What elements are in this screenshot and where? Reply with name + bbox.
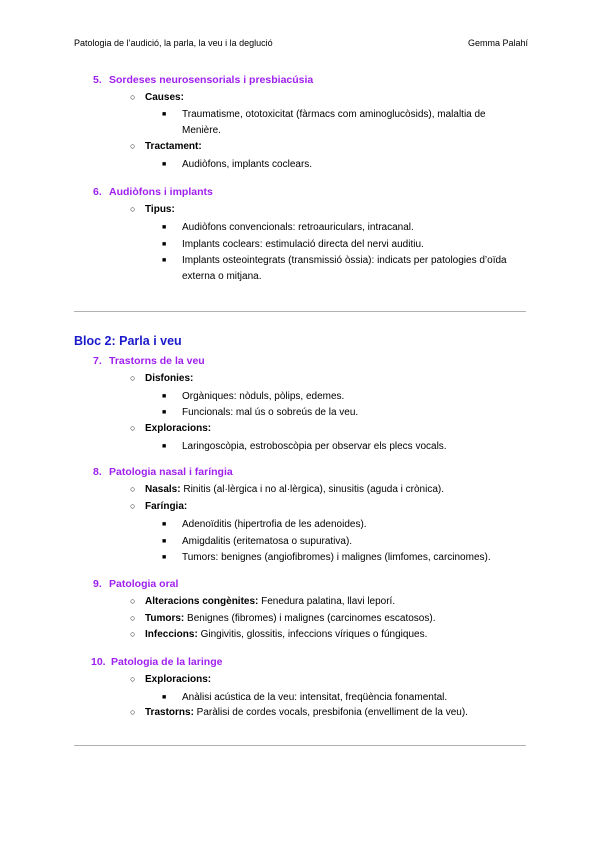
s8-nasals	[130, 484, 444, 495]
s7-disf-item-2	[162, 405, 526, 421]
s9-alteracions	[130, 596, 395, 607]
s6-item-1	[162, 220, 526, 236]
item-text: Adenoïditis (hipertrofia de les adenoides).	[182, 519, 367, 530]
square-bullet-icon: ■	[162, 521, 167, 528]
section-6-heading	[93, 186, 213, 198]
item-text: Laringoscòpia, estroboscòpia per observar els plecs vocals.	[182, 441, 447, 452]
square-bullet-icon: ■	[162, 393, 167, 400]
circle-bullet-icon: ○	[130, 501, 136, 511]
section-title: Audiòfons i implants	[109, 186, 213, 198]
section-number: 8.	[93, 466, 102, 478]
divider	[74, 745, 526, 746]
circle-bullet-icon: ○	[130, 373, 136, 383]
label: Nasals:	[145, 484, 181, 495]
s9-infeccions	[130, 629, 427, 640]
circle-bullet-icon: ○	[130, 423, 136, 433]
s5-tractament	[130, 141, 202, 152]
square-bullet-icon: ■	[162, 224, 167, 231]
s5-causes	[130, 92, 184, 103]
circle-bullet-icon: ○	[130, 204, 136, 214]
label: Tipus:	[145, 204, 175, 215]
s8-item-3	[162, 550, 526, 566]
label: Faríngia:	[145, 501, 188, 512]
square-bullet-icon: ■	[162, 111, 167, 118]
circle-bullet-icon: ○	[130, 674, 136, 684]
s7-exploracions	[130, 423, 211, 434]
text: Gingivitis, glossitis, infeccions víriques o fúngiques.	[197, 629, 428, 640]
label: Exploracions:	[145, 423, 212, 434]
item-text: Funcionals: mal ús o sobreús de la veu.	[182, 407, 359, 418]
s7-disf-item-1	[162, 389, 526, 405]
circle-bullet-icon: ○	[130, 613, 136, 623]
square-bullet-icon: ■	[162, 538, 167, 545]
s10-trastorns	[130, 707, 468, 718]
text: Rinitis (al·lèrgica i no al·lèrgica), sinusitis (aguda i crònica).	[180, 484, 445, 495]
circle-bullet-icon: ○	[130, 629, 136, 639]
circle-bullet-icon: ○	[130, 92, 136, 102]
bloc-2-heading: Bloc 2: Parla i veu	[74, 334, 182, 348]
label: Infeccions:	[145, 629, 198, 640]
section-number: 5.	[93, 74, 102, 86]
s10-expl-item	[162, 690, 526, 706]
item-text: Audiòfons convencionals: retroauriculars, intracanal.	[182, 222, 414, 233]
s6-item-2	[162, 237, 526, 253]
s7-expl-item	[162, 439, 526, 455]
s10-exploracions	[130, 674, 211, 685]
section-title: Sordeses neurosensorials i presbiacúsia	[109, 74, 314, 86]
s5-tract-item	[162, 157, 526, 173]
s8-item-2	[162, 534, 526, 550]
text: Paràlisi de cordes vocals, presbifonia (envelliment de la veu).	[193, 707, 468, 718]
section-9-heading	[93, 578, 178, 590]
label: Trastorns:	[145, 707, 194, 718]
text: Fenedura palatina, llavi leporí.	[258, 596, 396, 607]
label: Disfonies:	[145, 373, 194, 384]
square-bullet-icon: ■	[162, 554, 167, 561]
section-10-heading	[91, 656, 222, 668]
section-title: Patologia oral	[109, 578, 179, 590]
s6-tipus	[130, 204, 175, 215]
section-number: 10.	[91, 656, 106, 668]
circle-bullet-icon: ○	[130, 141, 136, 151]
s5-causes-item	[162, 107, 526, 139]
item-text: Orgàniques: nòduls, pòlips, edemes.	[182, 391, 345, 402]
square-bullet-icon: ■	[162, 241, 167, 248]
circle-bullet-icon: ○	[130, 707, 136, 717]
square-bullet-icon: ■	[162, 409, 167, 416]
s6-item-3	[162, 253, 526, 285]
circle-bullet-icon: ○	[130, 596, 136, 606]
label: Tractament:	[145, 141, 202, 152]
item-text: Tumors: benignes (angiofibromes) i malignes (limfomes, carcinomes).	[182, 552, 491, 563]
label: Causes:	[145, 92, 184, 103]
section-5-heading	[93, 74, 313, 86]
square-bullet-icon: ■	[162, 161, 167, 168]
circle-bullet-icon: ○	[130, 484, 136, 494]
label: Exploracions:	[145, 674, 212, 685]
section-number: 9.	[93, 578, 102, 590]
divider	[74, 311, 526, 312]
text: Benignes (fibromes) i malignes (carcinomes escatosos).	[184, 613, 436, 624]
square-bullet-icon: ■	[162, 443, 167, 450]
section-title: Patologia nasal i faríngia	[109, 466, 233, 478]
item-text: Implants osteointegrats (transmissió òssia): indicats per patologies d’oïda externa o mitjana.	[182, 255, 507, 282]
section-number: 7.	[93, 355, 102, 367]
s9-tumors	[130, 613, 435, 624]
label: Tumors:	[145, 613, 185, 624]
section-number: 6.	[93, 186, 102, 198]
square-bullet-icon: ■	[162, 257, 167, 264]
item-text: Audiòfons, implants coclears.	[182, 159, 313, 170]
item-text: Traumatisme, ototoxicitat (fàrmacs com aminoglucòsids), malaltia de Menière.	[182, 109, 486, 136]
header-left: Patologia de l’audició, la parla, la veu i la deglució	[74, 38, 273, 48]
s8-item-1	[162, 517, 526, 533]
section-8-heading	[93, 466, 233, 478]
section-title: Patologia de la laringe	[111, 656, 223, 668]
square-bullet-icon: ■	[162, 694, 167, 701]
header-right: Gemma Palahí	[467, 38, 528, 48]
item-text: Amigdalitis (eritematosa o supurativa).	[182, 536, 353, 547]
s7-disfonies	[130, 373, 193, 384]
item-text: Anàlisi acústica de la veu: intensitat, freqüència fonamental.	[182, 692, 448, 703]
section-title: Trastorns de la veu	[109, 355, 205, 367]
label: Alteracions congènites:	[145, 596, 259, 607]
section-7-heading	[93, 355, 205, 367]
s8-faringia	[130, 501, 187, 512]
item-text: Implants coclears: estimulació directa del nervi auditiu.	[182, 239, 424, 250]
